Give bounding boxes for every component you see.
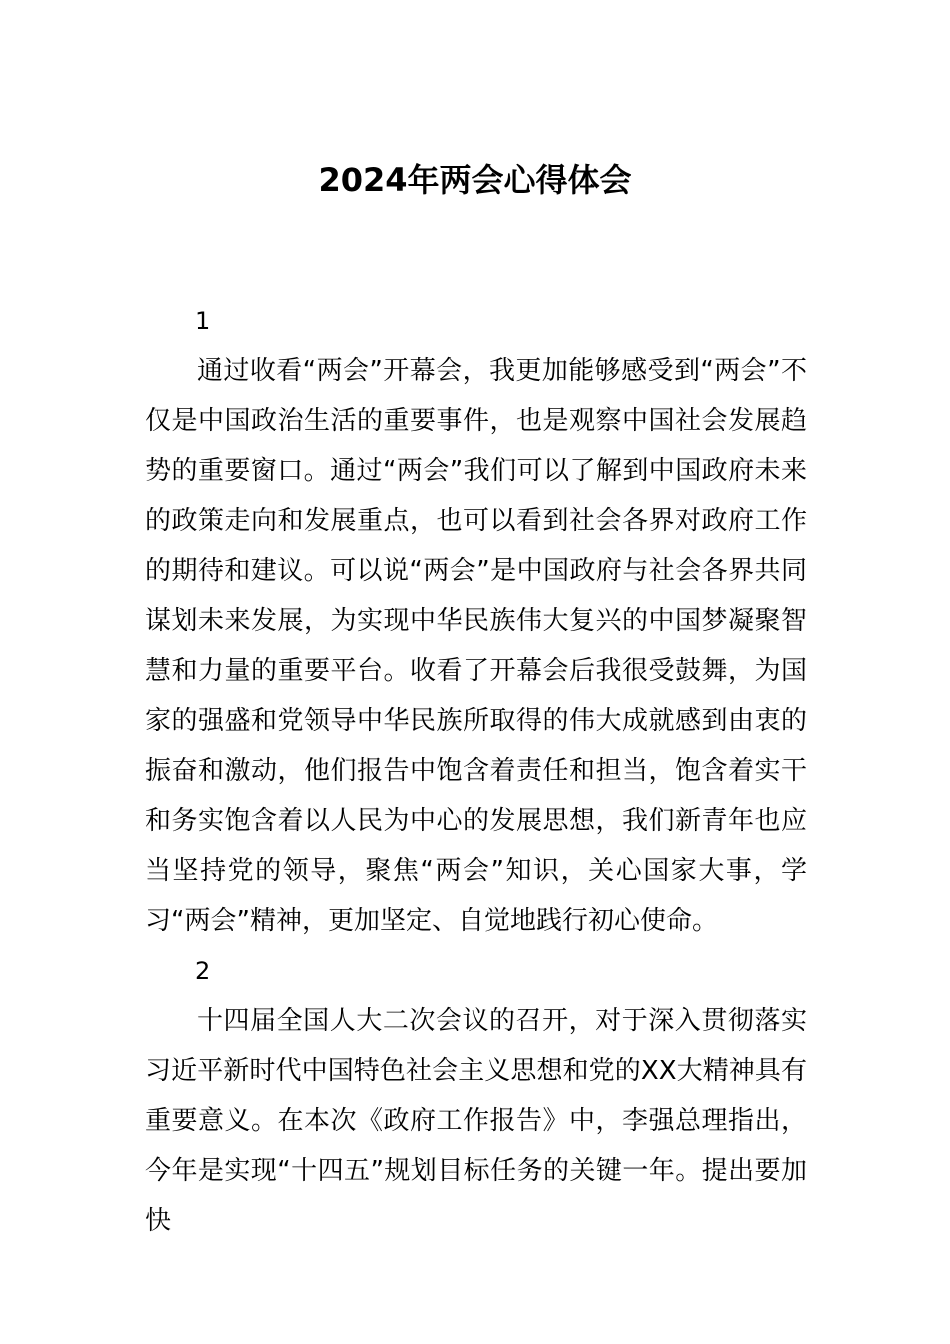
document-body bbox=[145, 296, 807, 1246]
section-paragraph-2: 十四届全国人大二次会议的召开，对于深入贯彻落实习近平新时代中国特色社会主义思想和党的XX大精神具有重要意义。在本次《政府工作报告》中，李强总理指出，今年是实现“十四五”规划目标任务的关键一年。提出要加快 bbox=[145, 1006, 807, 1236]
section-number-2: 2 bbox=[195, 957, 211, 985]
document-title: 2024年两会心得体会 bbox=[318, 161, 632, 199]
section-paragraph-1: 通过收看“两会”开幕会，我更加能够感受到“两会”不仅是中国政治生活的重要事件，也是观察中国社会发展趋势的重要窗口。通过“两会”我们可以了解到中国政府未来的政策走向和发展重点，也可以看到社会各界对政府工作的期待和建议。可以说“两会”是中国政府与社会各界共同谋划未来发展，为实现中华民族伟大复兴的中国梦凝聚智慧和力量的重要平台。收看了开幕会后我很受鼓舞，为国家的强盛和党领导中华民族所取得的伟大成就感到由衷的振奋和激动，他们报告中饱含着责任和担当，饱含着实干和务实饱含着以人民为中心的发展思想，我们新青年也应当坚持党的领导，聚焦“两会”知识，关心国家大事，学习“两会”精神，更加坚定、自觉地践行初心使命。 bbox=[145, 356, 807, 936]
section-number-1: 1 bbox=[195, 307, 211, 335]
